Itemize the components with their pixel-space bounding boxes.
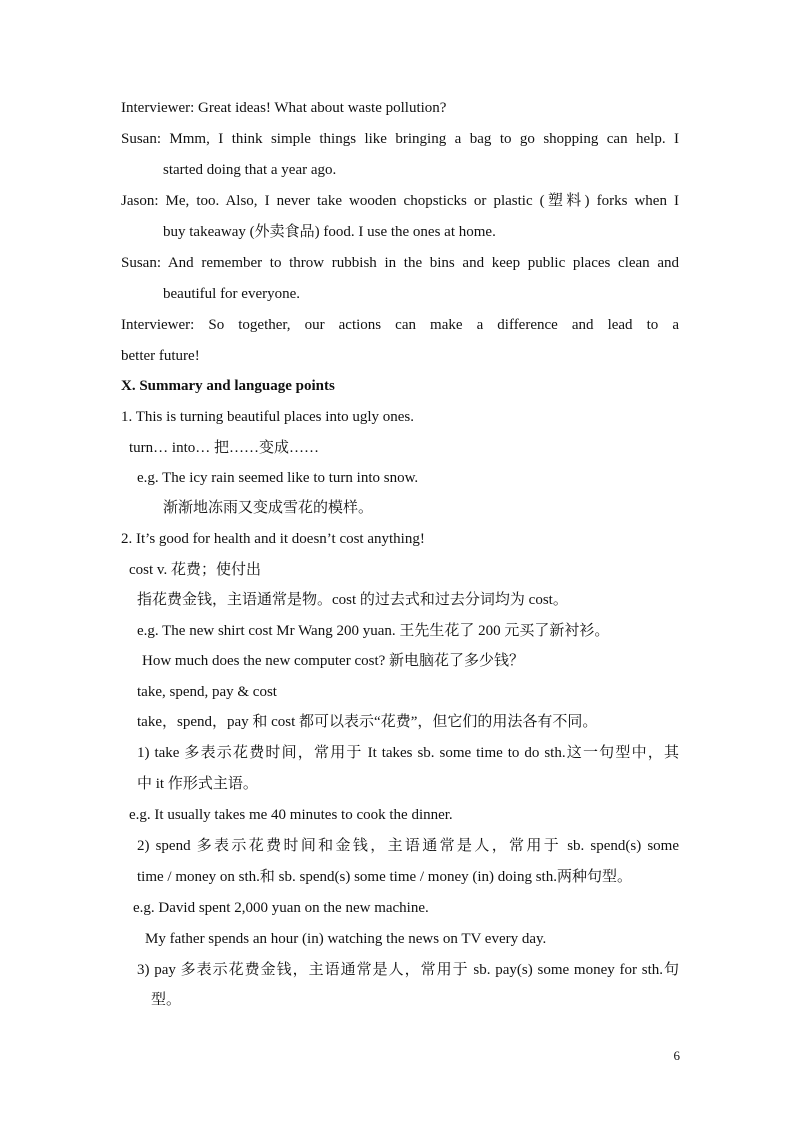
point2-take-example: e.g. It usually takes me 40 minutes to cook the dinner. [129,807,453,823]
point2-example-1: e.g. The new shirt cost Mr Wang 200 yuan. 王先生花了 200 元买了新衬衫。 [137,623,610,639]
point1-translation: 渐渐地冻雨又变成雪花的模样。 [163,500,374,516]
point2-compare-heading: take, spend, pay & cost [137,684,277,700]
point2-compare-note: take，spend，pay 和 cost 都可以表示“花费”，但它们的用法各有不同。 [137,714,598,730]
point2-take-line-1: 1) take 多表示花费时间，常用于 It takes sb. some time to do sth.这一句型中，其 [137,745,679,761]
dialogue-line-susan-2-cont: beautiful for everyone. [163,286,301,302]
dialogue-line-interviewer-2: Interviewer: So together, our actions can make a difference and lead to a [121,317,679,333]
dialogue-line-susan-2: Susan: And remember to throw rubbish in the bins and keep public places clean and [121,255,679,271]
dialogue-line-interviewer-1: Interviewer: Great ideas! What about waste pollution? [121,100,447,116]
point1-example: e.g. The icy rain seemed like to turn into snow. [137,470,419,486]
section-heading: X. Summary and language points [121,378,335,394]
dialogue-line-interviewer-2-cont: better future! [121,348,200,364]
point1-phrase: turn… into… 把……变成…… [129,440,319,456]
dialogue-line-jason-1: Jason: Me, too. Also, I never take wooden chopsticks or plastic (塑料) forks when I [121,193,679,209]
page-number: 6 [673,1048,680,1063]
point2-note: 指花费金钱，主语通常是物。cost 的过去式和过去分词均为 cost。 [137,592,568,608]
point2-sentence: 2. It’s good for health and it doesn’t cost anything! [121,531,425,547]
point2-example-2: How much does the new computer cost? 新电脑花了多少钱？ [142,653,525,669]
point2-pay-line-1: 3) pay 多表示花费金钱，主语通常是人，常用于 sb. pay(s) some money for sth.句 [137,962,679,978]
point2-spend-example-1: e.g. David spent 2,000 yuan on the new machine. [133,900,429,916]
point2-pay-line-2: 型。 [151,992,182,1008]
dialogue-line-susan-1: Susan: Mmm, I think simple things like bringing a bag to go shopping can help. I [121,131,679,147]
dialogue-line-jason-1-cont: buy takeaway (外卖食品) food. I use the ones at home. [163,224,496,240]
point2-word: cost v. 花费；使付出 [129,562,261,578]
point2-take-line-2: 中 it 作形式主语。 [137,776,258,792]
point2-spend-line-2: time / money on sth.和 sb. spend(s) some time / money (in) doing sth.两种句型。 [137,869,632,885]
point1-sentence: 1. This is turning beautiful places into ugly ones. [121,409,415,425]
point2-spend-line-1: 2) spend 多表示花费时间和金钱，主语通常是人，常用于 sb. spend(s) some [137,838,679,854]
point2-spend-example-2: My father spends an hour (in) watching the news on TV every day. [145,931,547,947]
dialogue-line-susan-1-cont: started doing that a year ago. [163,162,337,178]
